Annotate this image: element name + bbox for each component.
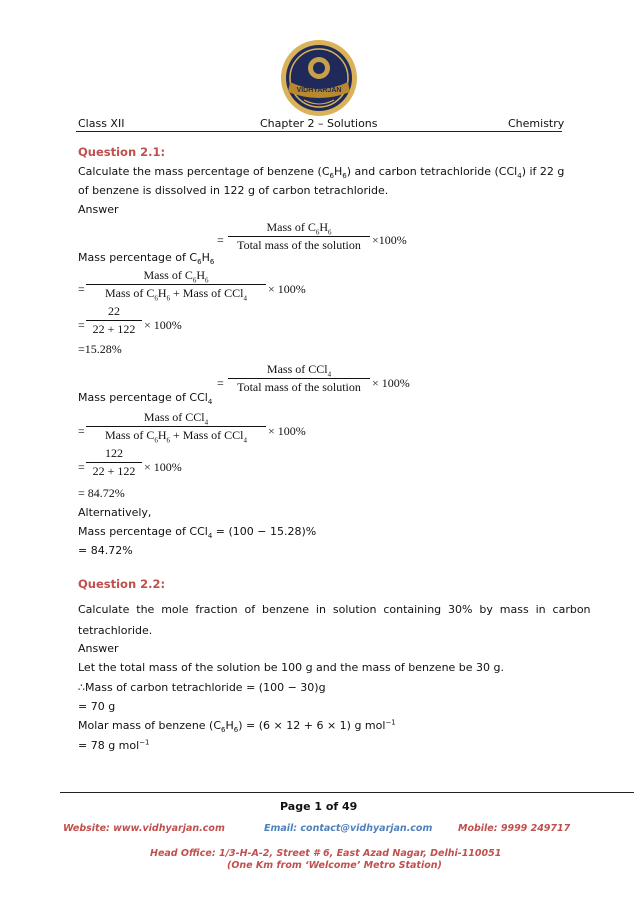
page-number: Page 1 of 49	[280, 800, 358, 813]
header-class: Class XII	[78, 117, 125, 130]
svg-text:VIDHYARJAN: VIDHYARJAN	[296, 87, 342, 94]
formula-6-times: × 100%	[144, 460, 182, 474]
result-ccl4: = 84.72%	[78, 486, 125, 500]
formula-1-times: ×100%	[372, 233, 407, 247]
question-2-2-text-line1: Calculate the mole fraction of benzene in solution containing 30% by mass in carbon	[78, 603, 591, 616]
question-2-1-text-line2: of benzene is dissolved in 122 g of carbon tetrachloride.	[78, 184, 389, 197]
question-2-2-heading: Question 2.2:	[78, 577, 166, 591]
footer-office: Head Office: 1/3-H-A-2, Street # 6, East Azad Nagar, Delhi-110051	[150, 848, 502, 859]
q2-line-4: Molar mass of benzene $(C_6H_6) = (6 \times 12 + 6 \times 1)$ g mol$^{-1}$	[78, 718, 396, 735]
formula-1-fraction: Mass of $C_6H_6$ Total mass of the solution	[228, 220, 370, 253]
formula-6-eq: =	[78, 460, 85, 474]
header-rule	[76, 131, 562, 132]
logo	[278, 38, 360, 120]
q2-line-5: = 78 g mol$^{-1}$	[78, 738, 150, 752]
result-benzene: =15.28%	[78, 342, 122, 356]
mass-percentage-benzene-label: Mass percentage of $C_6H_6$	[78, 251, 215, 267]
formula-5-eq: =	[78, 424, 85, 438]
footer-mobile: Mobile: 9999 249717	[458, 823, 571, 834]
formula-3-times: × 100%	[144, 318, 182, 332]
answer-label: Answer	[78, 203, 119, 216]
q2-line-1: Let the total mass of the solution be 100 g and the mass of benzene be 30 g.	[78, 661, 505, 674]
footer-website[interactable]: Website: www.vidhyarjan.com	[63, 823, 225, 834]
answer-label-2: Answer	[78, 642, 119, 655]
formula-2-eq: =	[78, 282, 85, 296]
formula-4-fraction: Mass of CCl$_4$ Total mass of the solution	[228, 362, 370, 395]
header-subject: Chemistry	[508, 117, 565, 130]
formula-3-eq: =	[78, 318, 85, 332]
formula-5-times: × 100%	[268, 424, 306, 438]
question-2-1-heading: Question 2.1:	[78, 145, 166, 159]
question-2-1-text-line1: Calculate the mass percentage of benzene $(C_6H_6)$ and carbon tetrachloride (CCl$_4$) if 22 g	[78, 165, 565, 181]
formula-4-eq: =	[217, 376, 224, 390]
q2-line-2: ∴Mass of carbon tetrachloride = (100 − 30)g	[78, 681, 326, 694]
alternative-result: = 84.72%	[78, 544, 133, 557]
mass-percentage-ccl4-label: Mass percentage of CCl$_4$	[78, 391, 213, 407]
footer-email[interactable]: Email: contact@vidhyarjan.com	[264, 823, 433, 834]
alternative-line: Mass percentage of CCl$_4$ = (100 − 15.28)%	[78, 525, 317, 541]
q2-line-3: = 70 g	[78, 700, 116, 713]
formula-2-times: × 100%	[268, 282, 306, 296]
formula-4-times: × 100%	[372, 376, 410, 390]
formula-5-fraction: Mass of CCl$_4$ Mass of $C_6H_6$ + Mass of CCl$_4$	[86, 410, 266, 443]
footer-metro: (One Km from ‘Welcome’ Metro Station)	[227, 860, 442, 871]
footer-rule	[60, 792, 634, 793]
formula-6-fraction: $\frac{122}{22 + 122}$	[86, 446, 142, 479]
header-chapter: Chapter 2 – Solutions	[260, 117, 378, 130]
formula-3-fraction: $\frac{22}{22 + 122}$	[86, 304, 142, 337]
question-2-2-text-line2: tetrachloride.	[78, 624, 153, 637]
logo-emblem-icon	[278, 38, 360, 120]
formula-2-fraction: Mass of $C_6H_6$ Mass of $C_6H_6$ + Mass of CCl$_4$	[86, 268, 266, 301]
formula-1-eq: =	[217, 233, 224, 247]
alternatively-label: Alternatively,	[78, 506, 152, 519]
